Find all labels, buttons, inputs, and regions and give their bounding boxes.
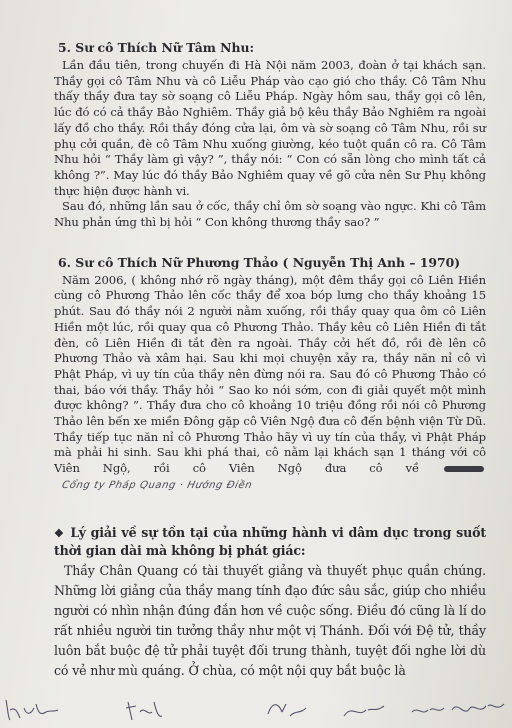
signature-6 bbox=[448, 694, 508, 724]
signature-1 bbox=[2, 694, 62, 724]
explanation-title: Lý giải về sự tồn tại của những hành vi dâm dục trong suốt thời gian dài mà không bị phát giác: bbox=[54, 524, 486, 558]
handwritten-note: Cổng ty Pháp Quang · Hướng Điền bbox=[60, 479, 254, 491]
signature-4 bbox=[340, 694, 390, 724]
explanation-heading bbox=[54, 524, 486, 559]
redaction-mark bbox=[444, 466, 484, 472]
explanation-paragraph: Thầy Chân Quang có tài thuyết giảng và thuyết phục quần chúng. Những lời giảng của thầy mang tính đạo đức sâu sắc, giúp cho nhiều người có nhìn nhận đúng đắn hơn về cuộc sống. Điều đó cũng là lí do rất nhiều người tin tưởng thầy như một vị Thánh. Đối với Đệ tử, thầy luôn bắt buộc đệ tử phải tuyệt đối trung thành, tuyệt đối nghe lời dù có vẻ như mù quáng. Ở chùa, có một nội quy bắt buộc là bbox=[54, 562, 486, 678]
section-6-text: Năm 2006, ( không nhớ rõ ngày tháng), một đêm thầy gọi cô Liên Hiền cùng cô Phương Thảo lên cốc thầy để xoa bóp lưng cho thầy khoảng 15 phút. Sau đó thầy nói 2 người nằm xuống, rồi thầy quay qua ôm cô Liên Hiền một lúc, rồi quay qua cô Phương Thảo. Thầy kêu cô Liên Hiền đi tắt đèn, cô Liên Hiền đi tắt đèn ra ngoài. Thầy cởi hết đồ, rồi đè lên cô Phương Thảo và xâm hại. Sau khi mọi chuyện xảy ra, thầy năn nỉ cô vì Phật Pháp, vì uy tín của thầy nên đừng nói ra. Sau đó cô Phương Thảo có thai, báo với thầy. Thầy hỏi “ Sao ko nói sớm, con đi giải quyết một mình được không? ”. Thầy đưa cho cô khoảng 10 triệu đồng rồi nói cô Phương Thảo lên bến xe miền Đông gặp cô Viên Ngộ đưa cô đến bệnh viện Từ Dũ. Thầy tiếp tục năn nỉ cô Phương Thảo hãy vì uy tín của thầy, vì Phật Pháp mà phải hi sinh. Sau khi phá thai, cô nằm lại khách sạn 1 tháng với cô Viên Ngộ, rồi cô Viên Ngộ đưa cô về bbox=[54, 272, 486, 476]
section-6-paragraph bbox=[54, 273, 486, 494]
signature-row bbox=[0, 690, 512, 728]
section-5-paragraph-1: Lần đầu tiên, trong chuyến đi Hà Nội năm 2003, đoàn ở tại khách sạn. Thầy gọi cô Tâm Nhu và cô Liễu Pháp vào cạo gió cho thầy. Cô Tâm Nhu thấy thầy đưa tay sờ soạng cô Liễu Pháp. Ngày hôm sau, thầy gọi cô lên, lúc đó có cả thầy Bảo Nghiêm. Thầy giả bộ kêu thầy Bảo Nghiêm ra ngoài lấy đồ cho thầy. Rồi thầy đóng cửa lại, ôm và sờ soạng cô Tâm Nhu, rồi sư phụ cởi quần, đè cô Tâm Nhu xuống giường, kéo tuột quần cô ra. Cô Tâm Nhu hỏi “ Thầy làm gì vậy? ”, thầy nói: “ Con có sẵn lòng cho mình tất cả không ?”. May lúc đó thầy Bảo Nghiêm quay về gõ cửa nên Sư Phụ không thực hiện được hành vi. bbox=[54, 58, 486, 198]
section-5-title: 5. Sư cô Thích Nữ Tâm Nhu: bbox=[58, 40, 255, 55]
signature-5 bbox=[408, 694, 448, 724]
signature-2 bbox=[122, 694, 172, 724]
signature-3 bbox=[262, 694, 312, 724]
diamond-bullet-icon: ❖ bbox=[54, 526, 65, 540]
section-6-title: 6. Sư cô Thích Nữ Phương Thảo ( Nguyễn Thị Anh – 1970) bbox=[58, 254, 461, 270]
section-5-paragraph-2: Sau đó, những lần sau ở cốc, thầy chỉ ôm sờ soạng vào ngực. Khi cô Tâm Nhu phản ứng thì bị hỏi “ Con không thương thầy sao? ” bbox=[54, 199, 486, 230]
